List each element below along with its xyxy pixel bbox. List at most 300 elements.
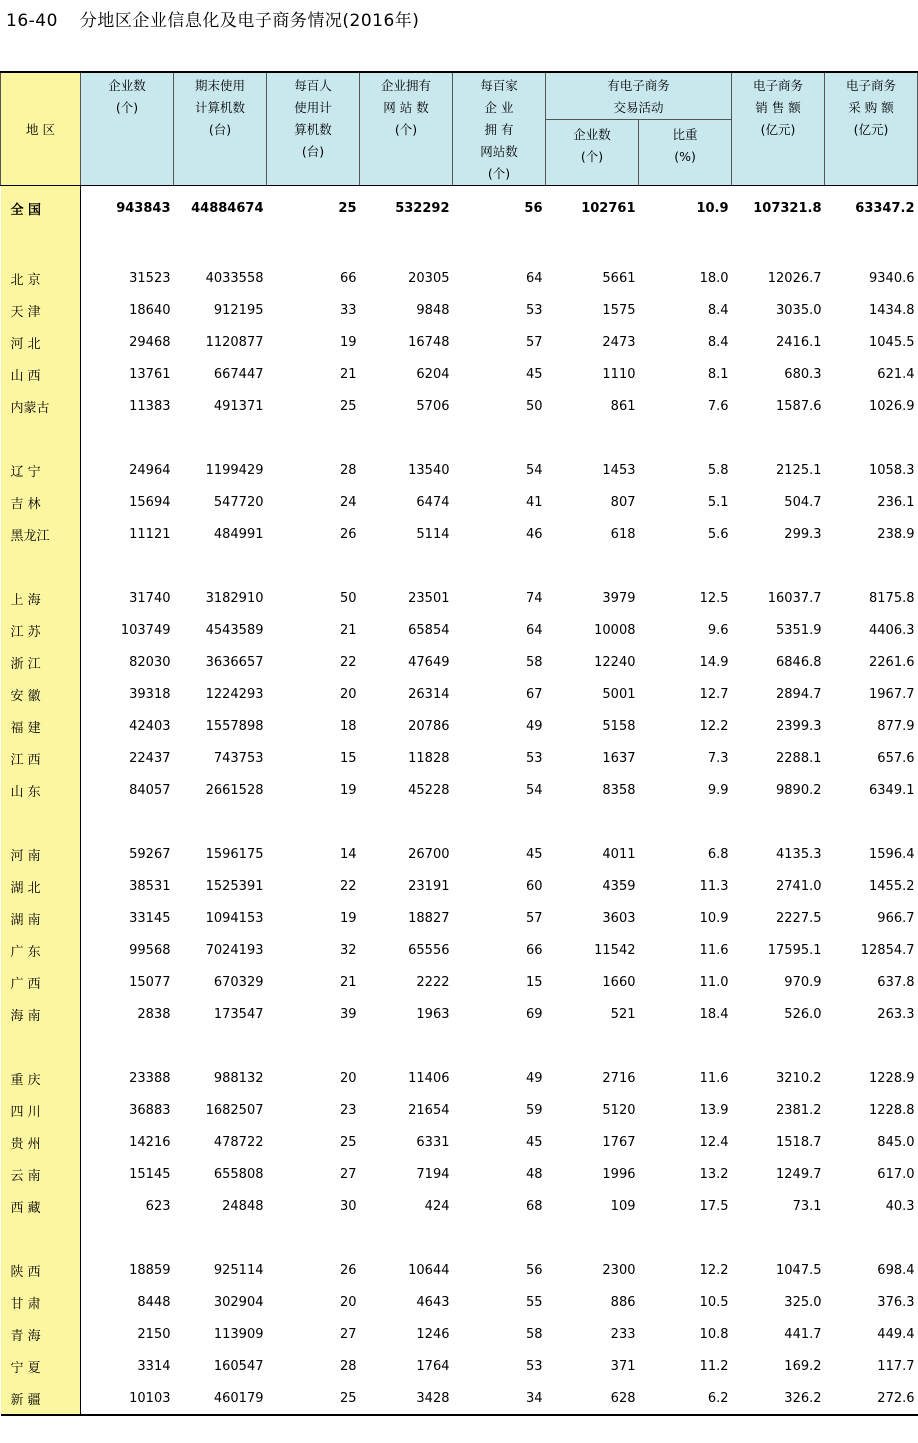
table-body — [1, 186, 918, 1416]
region-cell: 黑龙江 — [1, 518, 81, 550]
value-cell: 1587.6 — [776, 398, 822, 414]
value-cell: 73.1 — [792, 1198, 822, 1214]
value-cell: 617.0 — [877, 1166, 915, 1182]
value-cell: 82030 — [129, 654, 171, 670]
value-cell: 657.6 — [877, 750, 915, 766]
region-cell: 天 津 — [1, 294, 81, 326]
value-cell: 68 — [525, 1198, 543, 1214]
value-cell: 2716 — [602, 1070, 636, 1086]
value-cell: 28 — [339, 1358, 357, 1374]
value-cell: 10008 — [594, 622, 636, 638]
spacer-row — [1, 1222, 918, 1254]
region-cell: 浙 江 — [1, 646, 81, 678]
value-cell: 13.9 — [699, 1102, 729, 1118]
value-cell: 4643 — [416, 1294, 450, 1310]
table-row — [1, 870, 918, 902]
value-cell: 460179 — [174, 1382, 267, 1415]
header-websites-per-100: 每百家 企 业 拥 有 网站数 (个) — [453, 72, 546, 186]
value-cell: 21 — [339, 974, 357, 990]
region-cell — [1, 550, 81, 582]
value-cell: 10.5 — [699, 1294, 729, 1310]
value-cell: 26314 — [408, 686, 450, 702]
value-cell: 2416.1 — [776, 334, 822, 350]
region-cell: 上 海 — [1, 582, 81, 614]
value-cell: 670329 — [213, 974, 264, 990]
value-cell: 66 — [525, 942, 543, 958]
value-cell: 504.7 — [784, 494, 822, 510]
region-cell — [1, 422, 81, 454]
header-enterprises: 企业数 (个) — [81, 72, 174, 186]
statistics-table — [0, 71, 918, 1416]
value-cell: 11121 — [129, 526, 171, 542]
value-cell: 9.6 — [707, 622, 729, 638]
value-cell: 326.2 — [732, 1382, 825, 1415]
value-cell: 1967.7 — [869, 686, 915, 702]
region-cell — [1, 1030, 81, 1062]
value-cell: 637.8 — [877, 974, 915, 990]
value-cell: 376.3 — [877, 1294, 915, 1310]
value-cell: 4543589 — [205, 622, 264, 638]
value-cell: 66 — [339, 270, 357, 286]
value-cell: 8.4 — [707, 334, 729, 350]
value-cell: 5158 — [602, 718, 636, 734]
value-cell: 22437 — [129, 750, 171, 766]
value-cell: 743753 — [213, 750, 264, 766]
value-cell: 1596175 — [205, 846, 264, 862]
value-cell: 526.0 — [784, 1006, 822, 1022]
value-cell: 233 — [610, 1326, 636, 1342]
value-cell: 13.2 — [699, 1166, 729, 1182]
region-cell: 河 北 — [1, 326, 81, 358]
value-cell: 441.7 — [784, 1326, 822, 1342]
value-cell: 19 — [339, 782, 357, 798]
value-cell: 11.0 — [699, 974, 729, 990]
value-cell: 48 — [525, 1166, 543, 1182]
value-cell: 18.4 — [699, 1006, 729, 1022]
value-cell: 49 — [525, 1070, 543, 1086]
value-cell: 1224293 — [205, 686, 264, 702]
value-cell: 12240 — [594, 654, 636, 670]
value-cell: 59267 — [129, 846, 171, 862]
table-row — [1, 998, 918, 1030]
value-cell: 1199429 — [205, 462, 264, 478]
value-cell: 18859 — [129, 1262, 171, 1278]
value-cell: 24848 — [222, 1198, 264, 1214]
value-cell: 12.7 — [699, 686, 729, 702]
value-cell: 65556 — [408, 942, 450, 958]
value-cell: 2125.1 — [776, 462, 822, 478]
table-row — [1, 582, 918, 614]
value-cell: 117.7 — [877, 1358, 915, 1374]
table-row — [1, 454, 918, 486]
value-cell: 56 — [524, 200, 543, 216]
value-cell: 6846.8 — [776, 654, 822, 670]
region-cell: 山 西 — [1, 358, 81, 390]
value-cell: 74 — [525, 590, 543, 606]
region-cell: 青 海 — [1, 1318, 81, 1350]
table-row — [1, 390, 918, 422]
table-row — [1, 966, 918, 998]
value-cell: 24964 — [129, 462, 171, 478]
value-cell: 1963 — [416, 1006, 450, 1022]
value-cell: 169.2 — [784, 1358, 822, 1374]
table-row — [1, 614, 918, 646]
value-cell: 18.0 — [699, 270, 729, 286]
value-cell: 20 — [339, 1070, 357, 1086]
value-cell: 28 — [339, 462, 357, 478]
value-cell: 17.5 — [699, 1198, 729, 1214]
value-cell: 41 — [525, 494, 543, 510]
value-cell: 33145 — [129, 910, 171, 926]
value-cell: 9340.6 — [869, 270, 915, 286]
value-cell: 18827 — [408, 910, 450, 926]
value-cell: 680.3 — [784, 366, 822, 382]
value-cell: 31740 — [129, 590, 171, 606]
region-cell: 吉 林 — [1, 486, 81, 518]
value-cell: 3979 — [602, 590, 636, 606]
value-cell: 45 — [525, 846, 543, 862]
region-cell: 西 藏 — [1, 1190, 81, 1222]
value-cell: 69 — [525, 1006, 543, 1022]
region-cell: 江 西 — [1, 742, 81, 774]
value-cell: 44884674 — [191, 200, 264, 216]
region-cell: 福 建 — [1, 710, 81, 742]
value-cell: 6474 — [416, 494, 450, 510]
value-cell: 1047.5 — [776, 1262, 822, 1278]
value-cell: 9848 — [416, 302, 450, 318]
spacer-row — [1, 422, 918, 454]
region-cell: 云 南 — [1, 1158, 81, 1190]
region-cell: 山 东 — [1, 774, 81, 806]
table-row — [1, 1318, 918, 1350]
value-cell: 2222 — [416, 974, 450, 990]
value-cell: 449.4 — [877, 1326, 915, 1342]
value-cell: 10.8 — [699, 1326, 729, 1342]
value-cell: 6349.1 — [869, 782, 915, 798]
value-cell: 302904 — [213, 1294, 264, 1310]
region-cell: 湖 南 — [1, 902, 81, 934]
header-ecommerce-share: 比重 (%) — [639, 120, 732, 186]
value-cell: 7024193 — [205, 942, 264, 958]
value-cell: 4033558 — [205, 270, 264, 286]
value-cell: 173547 — [213, 1006, 264, 1022]
value-cell: 1228.8 — [869, 1102, 915, 1118]
value-cell: 1249.7 — [776, 1166, 822, 1182]
value-cell: 11.6 — [699, 1070, 729, 1086]
value-cell: 21 — [339, 366, 357, 382]
value-cell: 27 — [339, 1166, 357, 1182]
value-cell: 655808 — [213, 1166, 264, 1182]
value-cell: 3210.2 — [776, 1070, 822, 1086]
value-cell: 103749 — [120, 622, 171, 638]
value-cell: 57 — [525, 910, 543, 926]
value-cell: 4011 — [602, 846, 636, 862]
value-cell: 109 — [610, 1198, 636, 1214]
value-cell: 1045.5 — [869, 334, 915, 350]
region-cell: 内蒙古 — [1, 390, 81, 422]
region-cell: 贵 州 — [1, 1126, 81, 1158]
value-cell: 18 — [339, 718, 357, 734]
value-cell: 58 — [525, 654, 543, 670]
value-cell: 32 — [339, 942, 357, 958]
value-cell: 54 — [525, 782, 543, 798]
header-ecommerce-group: 有电子商务 交易活动 — [546, 72, 732, 120]
table-number: 16-40 — [6, 11, 58, 31]
table-row — [1, 1350, 918, 1382]
value-cell: 12.4 — [699, 1134, 729, 1150]
table-row — [1, 326, 918, 358]
table-row — [1, 1158, 918, 1190]
table-row — [1, 902, 918, 934]
value-cell: 7.3 — [707, 750, 729, 766]
value-cell: 5.6 — [707, 526, 729, 542]
value-cell: 263.3 — [877, 1006, 915, 1022]
value-cell: 299.3 — [784, 526, 822, 542]
table-row — [1, 678, 918, 710]
value-cell: 15694 — [129, 494, 171, 510]
region-cell: 河 南 — [1, 838, 81, 870]
value-cell: 84057 — [129, 782, 171, 798]
value-cell: 2661528 — [205, 782, 264, 798]
value-cell: 9.9 — [707, 782, 729, 798]
value-cell: 1996 — [602, 1166, 636, 1182]
value-cell: 15 — [525, 974, 543, 990]
table-row — [1, 1190, 918, 1222]
value-cell: 14 — [339, 846, 357, 862]
value-cell: 20305 — [408, 270, 450, 286]
value-cell: 12854.7 — [860, 942, 915, 958]
value-cell: 845.0 — [877, 1134, 915, 1150]
value-cell: 102761 — [581, 200, 636, 216]
value-cell: 2150 — [137, 1326, 171, 1342]
value-cell: 621.4 — [877, 366, 915, 382]
value-cell: 26 — [339, 526, 357, 542]
value-cell: 45 — [525, 1134, 543, 1150]
value-cell: 1575 — [602, 302, 636, 318]
table-row — [1, 838, 918, 870]
value-cell: 11828 — [408, 750, 450, 766]
value-cell: 2381.2 — [776, 1102, 822, 1118]
value-cell: 20 — [339, 1294, 357, 1310]
value-cell: 1228.9 — [869, 1070, 915, 1086]
value-cell: 18640 — [129, 302, 171, 318]
value-cell: 6.2 — [639, 1382, 732, 1415]
region-cell: 广 西 — [1, 966, 81, 998]
spacer-row — [1, 230, 918, 262]
value-cell: 5120 — [602, 1102, 636, 1118]
spacer-row — [1, 550, 918, 582]
header-region: 地 区 — [1, 72, 81, 186]
spacer-row — [1, 1030, 918, 1062]
value-cell: 1058.3 — [869, 462, 915, 478]
table-row — [1, 646, 918, 678]
value-cell: 53 — [525, 750, 543, 766]
value-cell: 1026.9 — [869, 398, 915, 414]
value-cell: 1518.7 — [776, 1134, 822, 1150]
value-cell: 7.6 — [707, 398, 729, 414]
value-cell: 484991 — [213, 526, 264, 542]
value-cell: 31523 — [129, 270, 171, 286]
value-cell: 970.9 — [784, 974, 822, 990]
value-cell: 26700 — [408, 846, 450, 862]
value-cell: 5706 — [416, 398, 450, 414]
value-cell: 64 — [525, 270, 543, 286]
value-cell: 877.9 — [877, 718, 915, 734]
value-cell: 8358 — [602, 782, 636, 798]
header-computers: 期末使用 计算机数 (台) — [174, 72, 267, 186]
table-row — [1, 742, 918, 774]
header-computers-per-100: 每百人 使用计 算机数 (台) — [267, 72, 360, 186]
value-cell: 5.8 — [707, 462, 729, 478]
value-cell: 1557898 — [205, 718, 264, 734]
value-cell: 5661 — [602, 270, 636, 286]
value-cell: 25 — [338, 200, 357, 216]
table-row — [1, 774, 918, 806]
value-cell: 54 — [525, 462, 543, 478]
region-cell: 四 川 — [1, 1094, 81, 1126]
region-cell: 重 庆 — [1, 1062, 81, 1094]
value-cell: 2473 — [602, 334, 636, 350]
value-cell: 5351.9 — [776, 622, 822, 638]
value-cell: 10644 — [408, 1262, 450, 1278]
value-cell: 34 — [453, 1382, 546, 1415]
region-cell: 海 南 — [1, 998, 81, 1030]
value-cell: 50 — [525, 398, 543, 414]
region-cell: 湖 北 — [1, 870, 81, 902]
value-cell: 628 — [546, 1382, 639, 1415]
value-cell: 25 — [339, 398, 357, 414]
value-cell: 13540 — [408, 462, 450, 478]
table-title-text: 分地区企业信息化及电子商务情况(2016年) — [79, 11, 420, 31]
value-cell: 26 — [339, 1262, 357, 1278]
value-cell: 667447 — [213, 366, 264, 382]
value-cell: 30 — [339, 1198, 357, 1214]
value-cell: 64 — [525, 622, 543, 638]
value-cell: 11.3 — [699, 878, 729, 894]
value-cell: 5114 — [416, 526, 450, 542]
value-cell: 988132 — [213, 1070, 264, 1086]
value-cell: 33 — [339, 302, 357, 318]
value-cell: 3636657 — [205, 654, 264, 670]
value-cell: 1525391 — [205, 878, 264, 894]
value-cell: 4406.3 — [869, 622, 915, 638]
value-cell: 22 — [339, 878, 357, 894]
value-cell: 39 — [339, 1006, 357, 1022]
value-cell: 272.6 — [825, 1382, 918, 1415]
header-ecommerce-count: 企业数 (个) — [546, 120, 639, 186]
value-cell: 59 — [525, 1102, 543, 1118]
value-cell: 10103 — [81, 1382, 174, 1415]
value-cell: 532292 — [395, 200, 450, 216]
value-cell: 11.2 — [699, 1358, 729, 1374]
value-cell: 2227.5 — [776, 910, 822, 926]
value-cell: 3603 — [602, 910, 636, 926]
value-cell: 547720 — [213, 494, 264, 510]
value-cell: 8175.8 — [869, 590, 915, 606]
value-cell: 13761 — [129, 366, 171, 382]
table-row — [1, 1126, 918, 1158]
value-cell: 20 — [339, 686, 357, 702]
table-row — [1, 710, 918, 742]
value-cell: 107321.8 — [753, 200, 822, 216]
value-cell: 58 — [525, 1326, 543, 1342]
value-cell: 38531 — [129, 878, 171, 894]
region-cell: 江 苏 — [1, 614, 81, 646]
region-cell: 陕 西 — [1, 1254, 81, 1286]
value-cell: 39318 — [129, 686, 171, 702]
table-row — [1, 486, 918, 518]
value-cell: 521 — [610, 1006, 636, 1022]
value-cell: 160547 — [213, 1358, 264, 1374]
header-purchases: 电子商务 采 购 额 (亿元) — [825, 72, 918, 186]
value-cell: 698.4 — [877, 1262, 915, 1278]
region-cell: 宁 夏 — [1, 1350, 81, 1382]
value-cell: 16037.7 — [767, 590, 822, 606]
value-cell: 886 — [610, 1294, 636, 1310]
spacer-row — [1, 806, 918, 838]
value-cell: 11542 — [594, 942, 636, 958]
value-cell: 23501 — [408, 590, 450, 606]
value-cell: 65854 — [408, 622, 450, 638]
value-cell: 63347.2 — [855, 200, 915, 216]
value-cell: 2838 — [137, 1006, 171, 1022]
value-cell: 3035.0 — [776, 302, 822, 318]
value-cell: 99568 — [129, 942, 171, 958]
value-cell: 8.1 — [707, 366, 729, 382]
value-cell: 1434.8 — [869, 302, 915, 318]
value-cell: 1094153 — [205, 910, 264, 926]
value-cell: 67 — [525, 686, 543, 702]
value-cell: 49 — [525, 718, 543, 734]
value-cell: 861 — [610, 398, 636, 414]
value-cell: 4359 — [602, 878, 636, 894]
value-cell: 19 — [339, 910, 357, 926]
value-cell: 50 — [339, 590, 357, 606]
value-cell: 24 — [339, 494, 357, 510]
value-cell: 47649 — [408, 654, 450, 670]
value-cell: 1637 — [602, 750, 636, 766]
value-cell: 36883 — [129, 1102, 171, 1118]
value-cell: 53 — [525, 1358, 543, 1374]
value-cell: 11406 — [408, 1070, 450, 1086]
region-cell: 新 疆 — [1, 1382, 81, 1415]
value-cell: 15 — [339, 750, 357, 766]
table-row — [1, 934, 918, 966]
table-row — [1, 294, 918, 326]
value-cell: 3314 — [137, 1358, 171, 1374]
value-cell: 4135.3 — [776, 846, 822, 862]
table-row — [1, 358, 918, 390]
value-cell: 491371 — [213, 398, 264, 414]
table-row — [1, 262, 918, 294]
value-cell: 42403 — [129, 718, 171, 734]
table-row — [1, 1286, 918, 1318]
value-cell: 1767 — [602, 1134, 636, 1150]
value-cell: 371 — [610, 1358, 636, 1374]
value-cell: 12.5 — [699, 590, 729, 606]
value-cell: 8448 — [137, 1294, 171, 1310]
value-cell: 618 — [610, 526, 636, 542]
value-cell: 5001 — [602, 686, 636, 702]
region-cell — [1, 806, 81, 838]
value-cell: 11.6 — [699, 942, 729, 958]
value-cell: 40.3 — [885, 1198, 915, 1214]
value-cell: 1453 — [602, 462, 636, 478]
region-cell — [1, 1222, 81, 1254]
table-row — [1, 1062, 918, 1094]
value-cell: 1764 — [416, 1358, 450, 1374]
value-cell: 12.2 — [699, 718, 729, 734]
